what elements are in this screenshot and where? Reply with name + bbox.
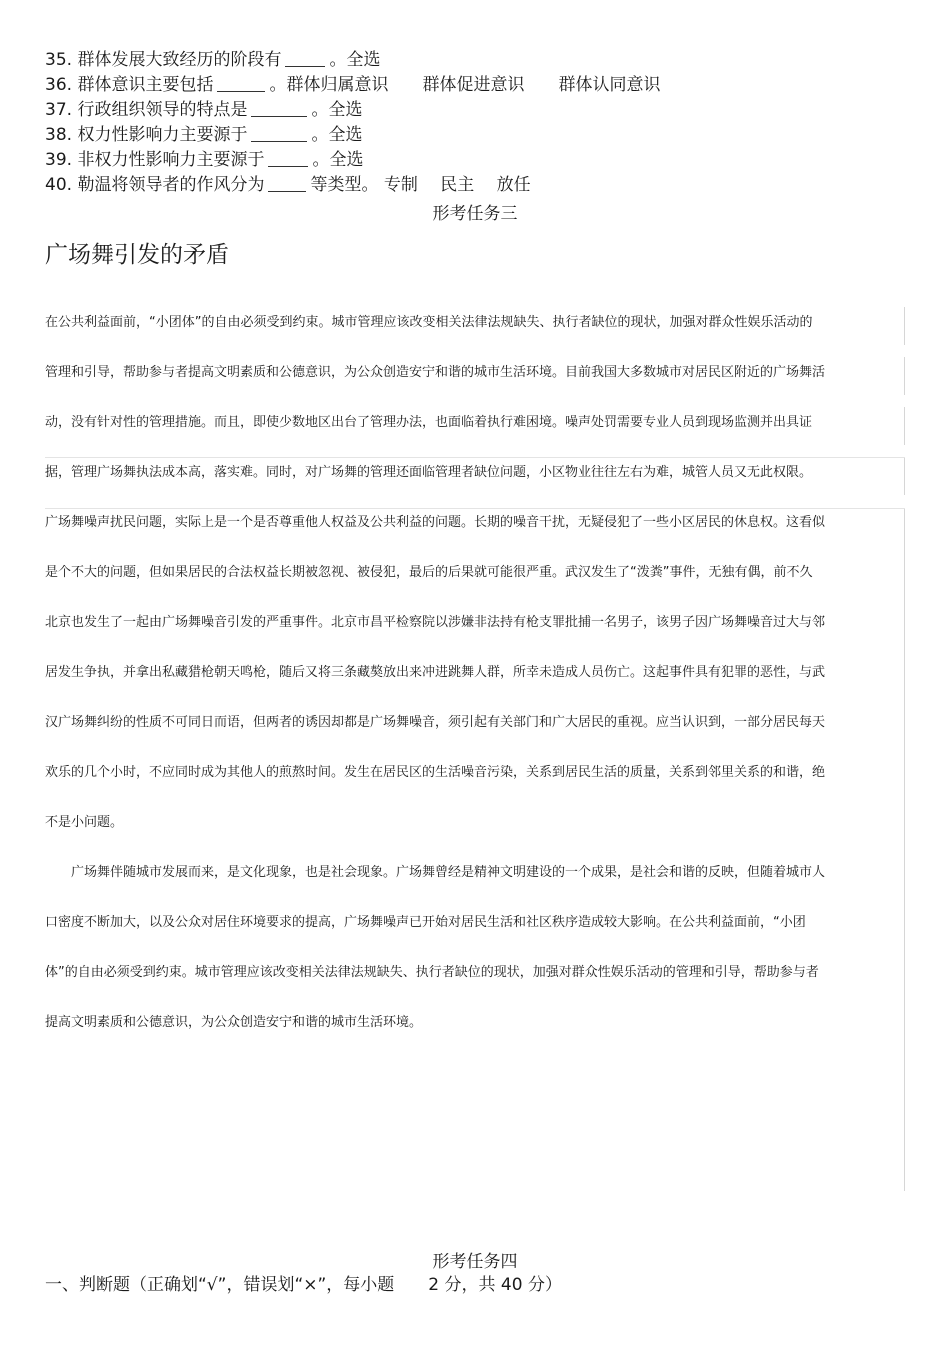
question-stem: 37. 行政组织领导的特点是 [45, 100, 248, 120]
question-answer: 。全选 [311, 100, 363, 120]
border-line [904, 457, 905, 495]
answer-blank [285, 50, 325, 67]
answer-blank [251, 100, 307, 117]
section-heading: 一、判断题（正确划“√”，错误划“×”，每小题 2 分，共 40 分） [45, 1275, 562, 1295]
question-answer: 。全选 [311, 125, 363, 145]
answer-blank [217, 75, 265, 92]
paragraph-1: 在公共利益面前，“小团体”的自由必须受到约束。城市管理应该改变相关法律法规缺失、执行者缺位的现状，加强对群众性娱乐活动的管理和引导，帮助参与者提高文明素质和公德意识，为公众创造安宁和谐的城市生活环境。目前我国大多数城市对居民区附近的广场舞活动，没有针对性的管理措施。而且，即使少数地区出台了管理办法，也面临着执行难困境。噪声处罚需要专业人员到现场监测并出具证据，管理广场舞执法成本高，落实难。同时，对广场舞的管理还面临管理者缺位问题，小区物业往往左右为难，城管人员又无此权限。 [45, 315, 826, 480]
border-line [904, 508, 905, 1191]
question-39 [45, 149, 363, 171]
answer-blank [268, 150, 308, 167]
article-title: 广场舞引发的矛盾 [45, 242, 229, 268]
border-line [904, 307, 905, 345]
border-line [904, 357, 905, 395]
article-body [45, 298, 825, 1048]
question-stem: 36. 群体意识主要包括 [45, 75, 214, 95]
task4-title: 形考任务四 [432, 1252, 518, 1272]
question-stem: 35. 群体发展大致经历的阶段有 [45, 50, 282, 70]
task3-title: 形考任务三 [432, 204, 518, 224]
question-36 [45, 74, 660, 96]
question-answer: 等类型。 专制 民主 放任 [310, 175, 531, 195]
question-stem: 39. 非权力性影响力主要源于 [45, 150, 265, 170]
question-answer: 。全选 [312, 150, 364, 170]
paragraph-2: 广场舞噪声扰民问题，实际上是一个是否尊重他人权益及公共利益的问题。长期的噪音干扰，无疑侵犯了一些小区居民的休息权。这看似是个不大的问题，但如果居民的合法权益长期被忽视、被侵犯，最后的后果就可能很严重。武汉发生了“泼粪”事件，无独有偶，前不久北京也发生了一起由广场舞噪音引发的严重事件。北京市昌平检察院以涉嫌非法持有枪支罪批捕一名男子，该男子因广场舞噪音过大与邻居发生争执，并拿出私藏猎枪朝天鸣枪，随后又将三条藏獒放出来冲进跳舞人群，所幸未造成人员伤亡。这起事件具有犯罪的恶性，与武汉广场舞纠纷的性质不可同日而语，但两者的诱因却都是广场舞噪音，须引起有关部门和广大居民的重视。应当认识到，一部分居民每天欢乐的几个小时，不应同时成为其他人的煎熬时间。发生在居民区的生活噪音污染，关系到居民生活的质量，关系到邻里关系的和谐，绝不是小问题。 [45, 515, 826, 830]
paragraph-3: 广场舞伴随城市发展而来，是文化现象，也是社会现象。广场舞曾经是精神文明建设的一个成果，是社会和谐的反映，但随着城市人口密度不断加大，以及公众对居住环境要求的提高，广场舞噪声已开始对居民生活和社区秩序造成较大影响。在公共利益面前，“小团体”的自由必须受到约束。城市管理应该改变相关法律法规缺失、执行者缺位的现状，加强对群众性娱乐活动的管理和引导，帮助参与者提高文明素质和公德意识，为公众创造安宁和谐的城市生活环境。 [45, 865, 826, 1030]
question-answer: 。全选 [329, 50, 381, 70]
question-40 [45, 174, 531, 196]
answer-blank [251, 125, 307, 142]
question-stem: 38. 权力性影响力主要源于 [45, 125, 248, 145]
question-38 [45, 124, 362, 146]
question-stem: 40. 勒温将领导者的作风分为 [45, 175, 265, 195]
question-37 [45, 99, 362, 121]
border-line [904, 407, 905, 445]
question-answer: 。群体归属意识 群体促进意识 群体认同意识 [269, 75, 661, 95]
answer-blank [268, 175, 306, 192]
question-35 [45, 49, 380, 71]
